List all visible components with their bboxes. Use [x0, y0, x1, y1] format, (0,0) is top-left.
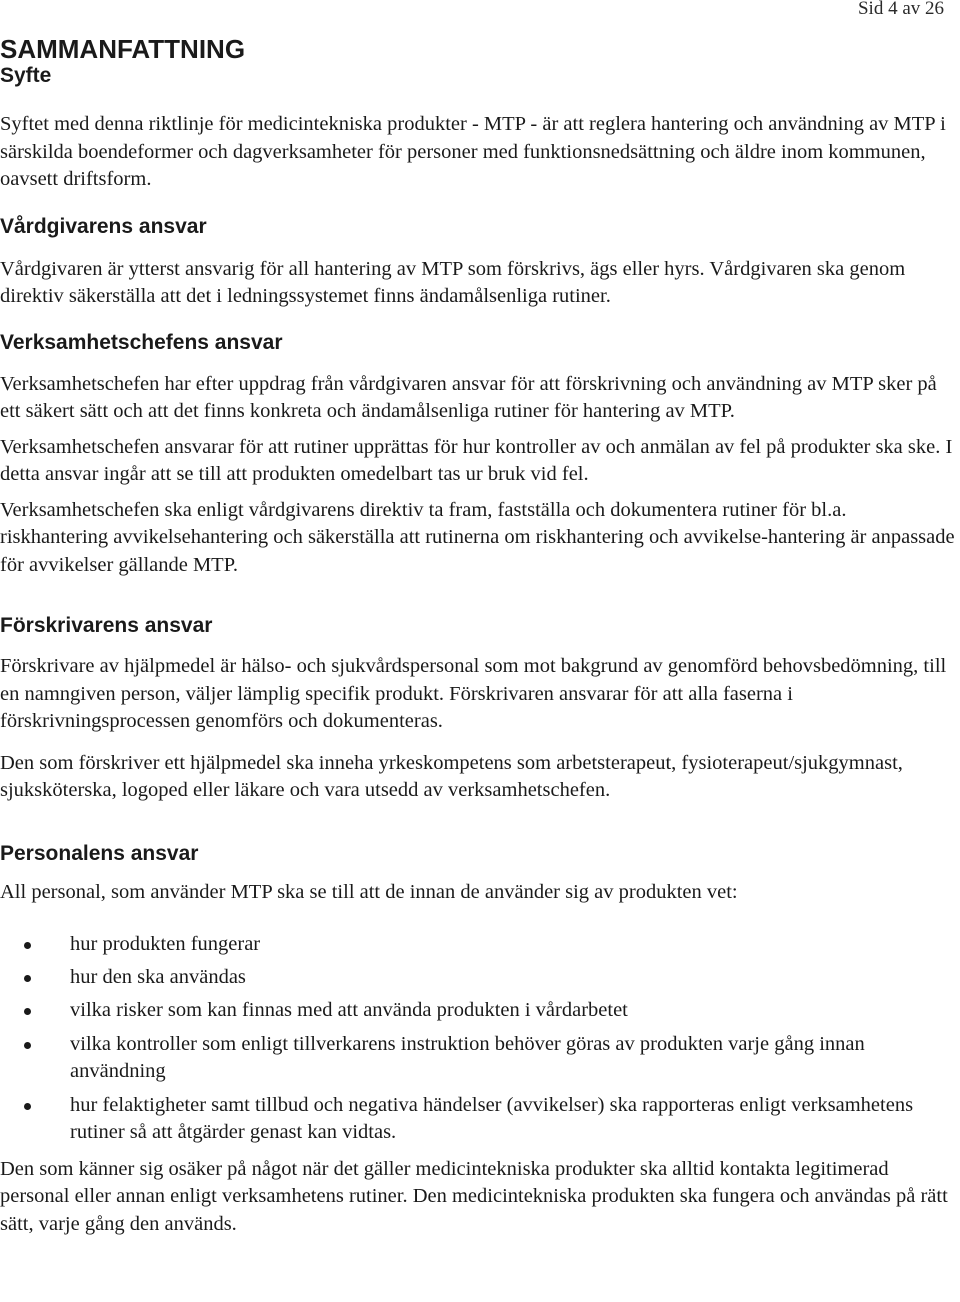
paragraph-personal-intro: All personal, som använder MTP ska se till att de innan de använder sig av produkten vet: [0, 880, 738, 903]
section-heading-personal: Personalens ansvar [0, 841, 199, 865]
paragraph-forskrivare-2: Den som förskriver ett hjälpmedel ska inneha yrkeskompetens som arbetsterapeut, fysioterapeut/sjukgymnast, sjuksköterska, logoped eller läkare och vara utsedd av verksamhetschefen. [0, 751, 903, 801]
list-item: vilka kontroller som enligt tillverkarens instruktion behöver göras av produkten varje gång innan användning [0, 1031, 958, 1086]
paragraph-verksamhetschef-3: Verksamhetschefen ska enligt vårdgivarens direktiv ta fram, fastställa och dokumentera rutiner för bl.a. riskhantering avvikelsehantering och säkerställa att rutinerna om riskhantering och avvikelse-hantering är anpassade för avvikelser gällande MTP. [0, 498, 955, 576]
personal-bullet-list [0, 931, 958, 1147]
paragraph-verksamhetschef-2: Verksamhetschefen ansvarar för att rutiner upprättas för hur kontroller av och anmälan av fel på produkter ska ske. I detta ansvar ingår att se till att produkten omedelbart tas ur bruk vid fel. [0, 435, 953, 485]
section-heading-verksamhetschef: Verksamhetschefens ansvar [0, 330, 283, 354]
paragraph-verksamhetschef-1: Verksamhetschefen har efter uppdrag från vårdgivaren ansvar för att förskrivning och användning av MTP sker på ett säkert sätt och att det finns konkreta och ändamålsenliga rutiner för hantering av MTP. [0, 372, 937, 422]
bullet-icon [24, 942, 31, 949]
paragraph-personal-closing: Den som känner sig osäker på något när det gäller medicintekniska produkter ska alltid kontakta legitimerad personal eller annan enligt verksamhetens rutiner. Den medicintekniska produkten ska fungera och användas på rätt sätt, varje gång den används. [0, 1157, 948, 1235]
paragraph-syfte: Syftet med denna riktlinje för medicintekniska produkter - MTP - är att reglera hantering och användning av MTP i särskilda boendeformer och dagverksamheter för personer med funktionsnedsättning och äldre inom kommunen, oavsett driftsform. [0, 113, 946, 190]
page-number: Sid 4 av 26 [857, 0, 944, 19]
bullet-icon [24, 1042, 31, 1049]
bullet-icon [24, 975, 31, 982]
section-heading-vardgivare: Vårdgivarens ansvar [0, 214, 207, 238]
list-item: vilka risker som kan finnas med att använda produkten i vårdarbetet [0, 997, 958, 1025]
document-title: SAMMANFATTNING [0, 34, 246, 64]
list-item: hur produkten fungerar [0, 931, 958, 959]
list-item: hur den ska användas [0, 964, 958, 992]
section-heading-forskrivare: Förskrivarens ansvar [0, 614, 213, 637]
bullet-icon [24, 1103, 31, 1110]
paragraph-vardgivare: Vårdgivaren är ytterst ansvarig för all hantering av MTP som förskrivs, ägs eller hyrs. Vårdgivaren ska genom direktiv säkerställa att det i ledningssystemet finns ändamålsenliga rutiner. [0, 257, 906, 307]
document-body [0, 34, 958, 1238]
section-heading-syfte: Syfte [0, 64, 52, 87]
bullet-icon [24, 1008, 31, 1015]
paragraph-forskrivare-1: Förskrivare av hjälpmedel är hälso- och sjukvårdspersonal som mot bakgrund av genomförd behovsbedömning, till en namngiven person, väljer lämplig specifik produkt. Förskrivaren ansvarar för att alla faserna i förskrivningsprocessen genomförs och dokumenteras. [0, 655, 947, 732]
list-item: hur felaktigheter samt tillbud och negativa händelser (avvikelser) ska rapporteras enligt verksamhetens rutiner så att åtgärder genast kan vidtas. [0, 1092, 958, 1147]
